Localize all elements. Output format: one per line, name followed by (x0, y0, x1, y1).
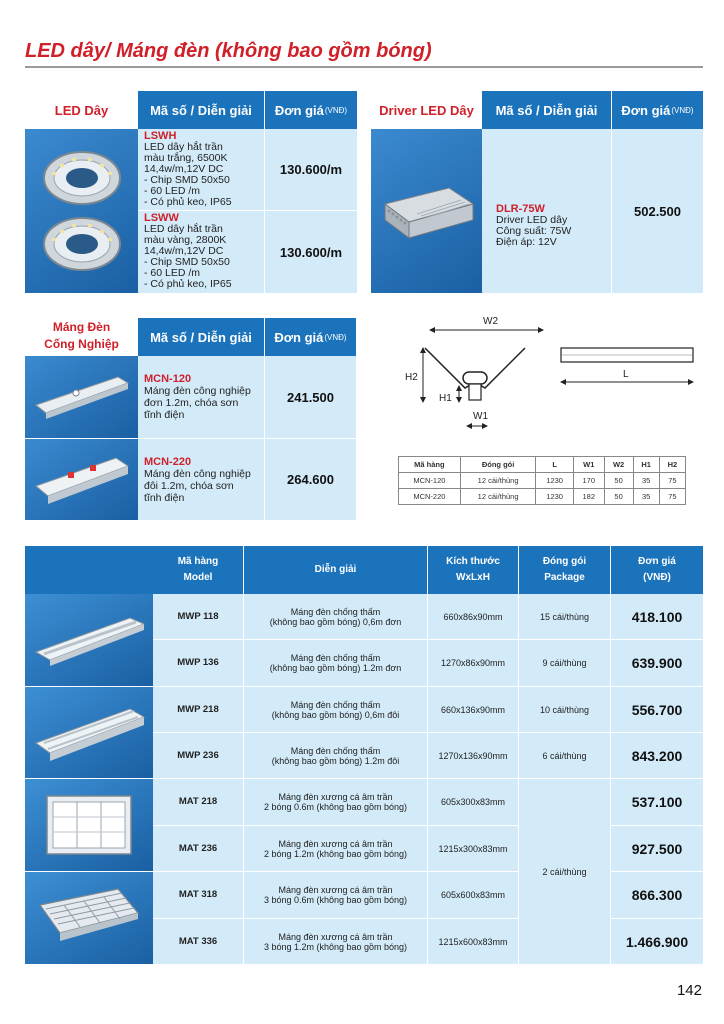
row-model: MWP 118 (153, 594, 244, 640)
row-size: 1270x86x90mm (428, 640, 519, 687)
header-model-line2: Model (183, 572, 213, 583)
header-price-label: Đơn giá (274, 329, 324, 345)
header-price-unit: (VNĐ) (671, 105, 694, 115)
dim-cell: 1230 (536, 473, 573, 489)
dim-table-header-row (399, 457, 686, 473)
title-divider (25, 66, 703, 68)
mang-den-header-code: Mã số / Diễn giải (138, 318, 265, 356)
row-price: 639.900 (611, 640, 703, 687)
row-pack: 6 cái/thùng (519, 733, 611, 779)
dim-header: H2 (659, 457, 685, 473)
double-reflector-icon (32, 450, 132, 510)
dim-cell: 35 (633, 473, 659, 489)
row-model: MWP 218 (153, 687, 244, 733)
dimension-diagram (395, 310, 705, 440)
dim-cell: 170 (573, 473, 604, 489)
big-table-header-model (153, 546, 244, 594)
driver-price-cell (612, 129, 703, 294)
row-desc (244, 919, 428, 965)
row-price: 1.466.900 (611, 919, 703, 965)
mang-den-header-price (265, 318, 357, 356)
row-desc-line2: 3 bóng 0.6m (không bao gồm bóng) (263, 895, 408, 905)
row-model: MWP 136 (153, 640, 244, 687)
row-desc-line2: 2 bóng 0.6m (không bao gồm bóng) (263, 802, 408, 812)
dim-header: H1 (633, 457, 659, 473)
header-pack-line1: Đóng gói (542, 556, 587, 567)
w2-label: W2 (483, 316, 498, 327)
row-size: 605x600x83mm (428, 872, 519, 919)
row-model: MAT 218 (153, 779, 244, 826)
led-day-header-code: Mã số / Diễn giải (138, 91, 265, 129)
dim-cell: 50 (604, 473, 633, 489)
mcn-120-price-cell (265, 356, 357, 439)
dim-cell: 12 cái/thùng (460, 489, 536, 505)
row-desc-line2: 3 bóng 1.2m (không bao gồm bóng) (263, 941, 408, 952)
lsww-line: màu vàng, 2800K (144, 234, 227, 246)
driver-line: Điện áp: 12V (496, 236, 557, 248)
header-price-unit: (VNĐ) (324, 105, 348, 115)
lswh-price-cell (265, 129, 358, 211)
lswh-line: 14,4w/m,12V DC (144, 163, 224, 175)
driver-line: Driver LED dây (496, 214, 568, 226)
recessed-louver-2-icon (39, 790, 139, 860)
header-size-line1: Kích thước (446, 556, 500, 567)
mwp-double-image (25, 687, 153, 779)
row-pack: 10 cái/thùng (519, 687, 611, 733)
row-desc-line1: Máng đèn xương cá âm trần (278, 792, 393, 802)
row-price: 927.500 (611, 826, 703, 872)
lamp-body (463, 372, 487, 384)
single-reflector-icon (32, 367, 132, 427)
header-price-label: Đơn giá (621, 102, 671, 118)
lswh-code: LSWH (144, 130, 177, 142)
page-number: 142 (676, 982, 702, 999)
mcn-220-price-cell (265, 439, 357, 521)
driver-code: DLR-75W (496, 203, 545, 215)
dim-cell: 35 (633, 489, 659, 505)
mcn-220-desc-cell (138, 439, 265, 521)
lsww-line: - Có phủ keo, IP65 (144, 278, 232, 290)
mcn-120-code: MCN-120 (144, 373, 192, 385)
row-desc-line1: Máng đèn chống thấm (290, 745, 381, 756)
mcn-220-price: 264.600 (287, 472, 334, 487)
row-desc (244, 594, 428, 640)
row-size: 1215x600x83mm (428, 919, 519, 965)
mcn-120-line: đơn 1.2m, chóa sơn (144, 397, 239, 409)
dim-cell: 75 (659, 489, 685, 505)
dimension-table (398, 456, 686, 505)
mang-den-label-line2: Cống Nghiệp (44, 337, 119, 351)
row-price: 418.100 (611, 594, 703, 640)
h2-label: H2 (405, 372, 418, 383)
row-size: 1270x136x90mm (428, 733, 519, 779)
mang-den-section-label (25, 316, 138, 356)
driver-price: 502.500 (634, 203, 681, 219)
dim-cell: 1230 (536, 489, 573, 505)
power-supply-icon (377, 176, 477, 246)
big-table-header-pack (519, 546, 611, 594)
row-price: 866.300 (611, 872, 703, 919)
dim-header: Mã hàng (399, 457, 461, 473)
lswh-line: - Chip SMD 50x50 (144, 174, 230, 186)
row-pack: 9 cái/thùng (519, 640, 611, 687)
row-desc-line1: Máng đèn chống thấm (290, 653, 381, 663)
lswh-line: màu trắng, 6500K (144, 152, 228, 164)
row-model: MAT 236 (153, 826, 244, 872)
mcn-120-image (25, 356, 138, 439)
row-size: 660x136x90mm (428, 687, 519, 733)
mat-2-lamp-image (25, 779, 153, 872)
dim-header: Đóng gói (460, 457, 536, 473)
table-row (399, 489, 686, 505)
page-title: LED dây/ Máng đèn (không bao gồm bóng) (25, 40, 432, 62)
dim-cell: 50 (604, 489, 633, 505)
lsww-code: LSWW (144, 212, 179, 224)
led-strip-reel-icon (32, 136, 132, 286)
row-desc (244, 687, 428, 733)
lsww-line: 14,4w/m,12V DC (144, 245, 224, 257)
row-model: MWP 236 (153, 733, 244, 779)
row-desc-line1: Máng đèn xương cá âm trần (278, 838, 393, 849)
header-model-line1: Mã hàng (177, 556, 219, 567)
dim-header: W1 (573, 457, 604, 473)
header-pack-line2: Package (544, 572, 585, 583)
lswh-line: - 60 LED /m (144, 185, 201, 197)
mcn-220-line: tĩnh điện (144, 491, 185, 504)
mcn-220-image (25, 439, 138, 521)
waterproof-fixture-double-icon (30, 703, 148, 763)
row-size: 1215x300x83mm (428, 826, 519, 872)
lswh-desc-cell (138, 129, 265, 211)
lsww-line: - 60 LED /m (144, 267, 201, 279)
big-table-header-price (611, 546, 703, 594)
driver-section-label: Driver LED Dây (379, 102, 474, 118)
mat-pack-merged-cell: 2 cái/thùng (519, 779, 611, 965)
driver-desc-cell (482, 129, 612, 294)
row-price: 556.700 (611, 687, 703, 733)
row-desc-line2: (không bao gồm bóng) 0,6m đơn (269, 616, 402, 627)
dim-header: L (536, 457, 573, 473)
l-label: L (623, 369, 629, 380)
row-desc-line2: (không bao gồm bóng) 1.2m đôi (271, 755, 400, 766)
row-desc-line1: Máng đèn chống thấm (290, 606, 381, 617)
row-desc (244, 733, 428, 779)
big-table-header-desc: Diễn giải (244, 546, 428, 594)
row-desc-line1: Máng đèn xương cá âm trần (278, 931, 393, 942)
row-size: 660x86x90mm (428, 594, 519, 640)
header-price-label: Đơn giá (274, 102, 324, 118)
row-desc-line1: Máng đèn chống thấm (290, 699, 381, 710)
lsww-price-cell (265, 211, 358, 294)
row-size: 605x300x83mm (428, 779, 519, 826)
header-price-line2: (VNĐ) (643, 572, 671, 583)
lsww-line: - Chip SMD 50x50 (144, 256, 230, 268)
lsww-desc-cell (138, 211, 265, 294)
lsww-price: 130.600/m (279, 244, 343, 260)
mcn-120-line: tĩnh điện (144, 409, 185, 421)
driver-header-code: Mã số / Diễn giải (482, 91, 612, 129)
lamp-holder (469, 384, 481, 400)
dim-cell: MCN-220 (399, 489, 461, 505)
row-desc (244, 826, 428, 872)
waterproof-fixture-single-icon (30, 610, 148, 670)
row-model: MAT 336 (153, 919, 244, 965)
led-strip-image (25, 129, 138, 294)
header-size-line2: WxLxH (456, 572, 490, 583)
driver-image (371, 129, 482, 294)
header-price-line1: Đơn giá (638, 556, 676, 567)
w1-label: W1 (473, 411, 488, 422)
row-desc (244, 872, 428, 919)
mcn-120-line: Máng đèn công nghiệp (144, 385, 251, 397)
mwp-single-image (25, 594, 153, 687)
driver-line: Công suất: 75W (496, 225, 572, 237)
mcn-120-desc-cell (138, 356, 265, 439)
driver-header-price (612, 91, 703, 129)
mang-den-label-line1: Máng Đèn (52, 320, 111, 334)
row-desc-line2: (không bao gồm bóng) 1.2m đơn (269, 663, 402, 673)
table-row (399, 473, 686, 489)
dim-cell: 12 cái/thùng (460, 473, 536, 489)
mat-3-lamp-image (25, 872, 153, 965)
lswh-line: - Có phủ keo, IP65 (144, 196, 232, 208)
mcn-220-line: Máng đèn công nghiệp (144, 467, 251, 480)
row-desc (244, 640, 428, 687)
dim-cell: 75 (659, 473, 685, 489)
h1-label: H1 (439, 393, 452, 404)
lsww-line: LED dây hắt trần (144, 223, 223, 235)
row-pack: 15 cái/thùng (519, 594, 611, 640)
mcn-120-price: 241.500 (287, 389, 334, 405)
lswh-line: LED dây hắt trần (144, 141, 223, 153)
row-price: 537.100 (611, 779, 703, 826)
dim-cell: 182 (573, 489, 604, 505)
led-day-section-label: LED Dây (54, 102, 109, 118)
mcn-220-code: MCN-220 (144, 455, 192, 468)
big-table-corner (25, 546, 153, 594)
led-day-header-price (265, 91, 358, 129)
lswh-price: 130.600/m (279, 162, 343, 177)
row-model: MAT 318 (153, 872, 244, 919)
dim-header: W2 (604, 457, 633, 473)
row-desc-line2: (không bao gồm bóng) 0,6m đôi (271, 709, 400, 720)
header-price-unit: (VNĐ) (324, 332, 347, 342)
row-desc-line1: Máng đèn xương cá âm trần (278, 885, 393, 895)
mcn-220-line: đôi 1.2m, chóa sơn (144, 479, 234, 492)
recessed-louver-3-icon (34, 883, 144, 953)
dim-cell: MCN-120 (399, 473, 461, 489)
row-price: 843.200 (611, 733, 703, 779)
row-desc-line2: 2 bóng 1.2m (không bao gồm bóng) (263, 848, 408, 859)
big-table-header-size (428, 546, 519, 594)
row-desc (244, 779, 428, 826)
